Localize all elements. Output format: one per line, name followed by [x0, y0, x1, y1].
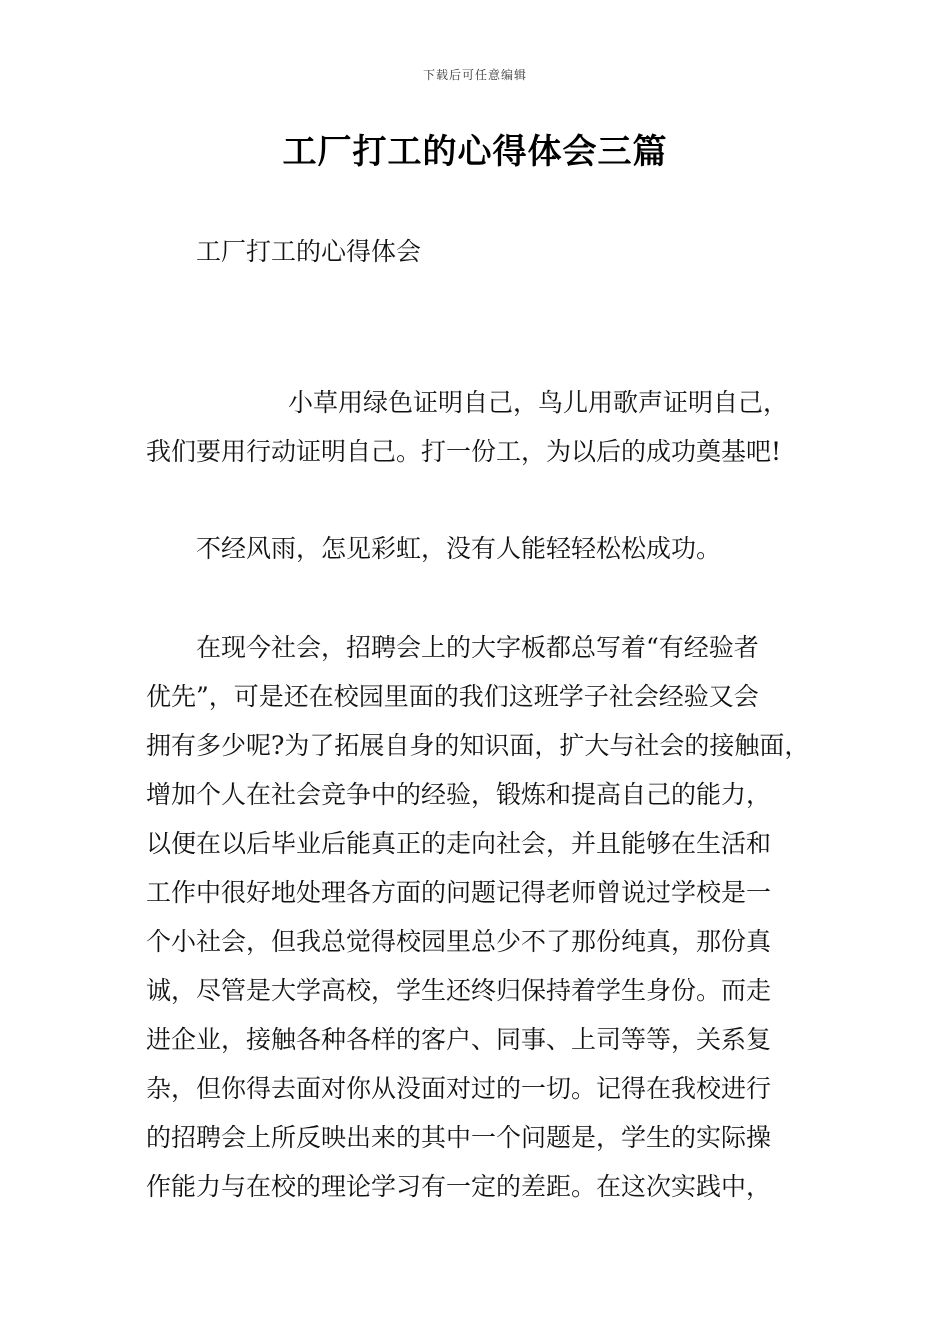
paragraph-3-line-11: 的招聘会上所反映出来的其中一个问题是，学生的实际操 — [146, 1123, 772, 1152]
document-title: 工厂打工的心得体会三篇 — [282, 132, 668, 172]
paragraph-3-line-10: 杂，但你得去面对你从没面对过的一切。记得在我校进行 — [146, 1074, 772, 1103]
paragraph-2 — [146, 524, 846, 573]
paragraph-1-line-2: 我们要用行动证明自己。打一份工，为以后的成功奠基吧! — [146, 437, 782, 466]
header-note: 下载后可任意编辑 — [422, 68, 527, 82]
paragraph-1 — [146, 378, 846, 476]
document-subtitle: 工厂打工的心得体会 — [196, 237, 422, 266]
paragraph-3-line-8: 诚，尽管是大学高校，学生还终归保持着学生身份。而走 — [146, 976, 772, 1005]
paragraph-3-line-7: 个小社会，但我总觉得校园里总少不了那份纯真，那份真 — [146, 927, 772, 956]
paragraph-3-line-3: 拥有多少呢?为了拓展自身的知识面，扩大与社会的接触面， — [146, 731, 810, 760]
paragraph-3-line-9: 进企业，接触各种各样的客户、同事、上司等等，关系复 — [146, 1025, 772, 1054]
paragraph-3-line-1: 在现今社会，招聘会上的大字板都总写着“有经验者 — [196, 633, 759, 662]
paragraph-3-line-2: 优先”，可是还在校园里面的我们这班学子社会经验又会 — [146, 682, 759, 711]
paragraph-3-line-6: 工作中很好地处理各方面的问题记得老师曾说过学校是一 — [146, 878, 772, 907]
paragraph-3-line-4: 增加个人在社会竞争中的经验，锻炼和提高自己的能力， — [146, 780, 772, 809]
paragraph-2-line-1: 不经风雨，怎见彩虹，没有人能轻轻松松成功。 — [196, 534, 722, 563]
paragraph-3 — [146, 623, 846, 1211]
paragraph-3-line-5: 以便在以后毕业后能真正的走向社会，并且能够在生活和 — [146, 829, 772, 858]
paragraph-3-line-12: 作能力与在校的理论学习有一定的差距。在这次实践中， — [146, 1172, 772, 1201]
paragraph-1-line-1: 小草用绿色证明自己，鸟儿用歌声证明自己， — [288, 388, 789, 417]
